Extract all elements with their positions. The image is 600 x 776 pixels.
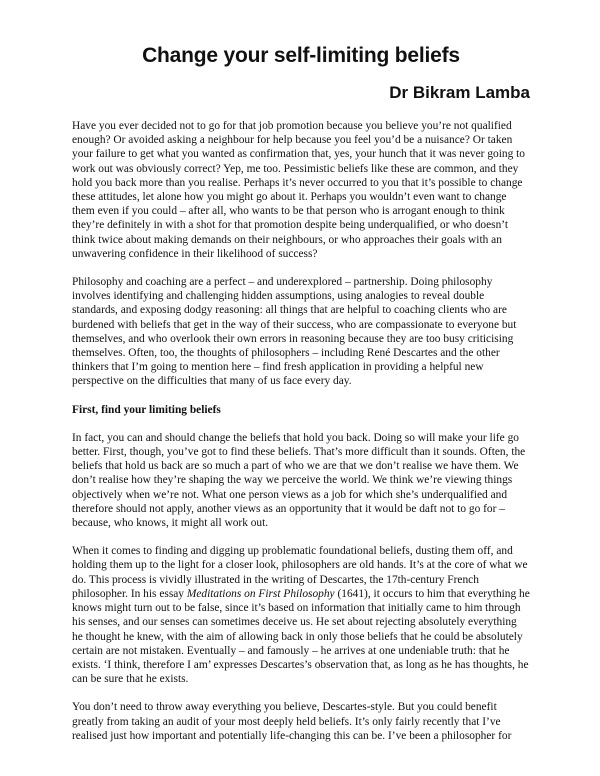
author-name: Dr Bikram Lamba (389, 83, 530, 102)
paragraph-audit: You don’t need to throw away everything you believe, Descartes-style. But you could benefit greatly from taking an audit of your most deeply held beliefs. It’s only fairly recently that I’ve realised just how important and potentially life-changing this can be. I’ve been a philosopher for (72, 701, 512, 742)
paragraph-intro: Have you ever decided not to go for that job promotion because you believe you’re not qualified enough? Or avoided asking a neighbour for help because you feel you’d be a nuisance? Or taken your failure to get what you wanted as confirmation that, yes, your hunch that it was never going to work out was obviously correct? Yep, me too. Pessimistic beliefs like these are common, and they hold you back more than you realise. Perhaps it’s never occurred to you that it’s possible to change these attitudes, let alone how you might go about it. Perhaps you wouldn’t even want to change them even if you could – after all, who wants to be that person who is arrogant enough to think they’re definitely in with a shot for that promotion despite being underqualified, or who doesn’t think twice about making demands on their neighbours, or who approaches their goals with an unwavering confidence in their likelihood of success? (72, 120, 525, 260)
paragraph-find-beliefs: In fact, you can and should change the beliefs that hold you back. Doing so will make your life go better. First, though, you’ve got to find these beliefs. That’s more difficult than it sounds. Often, the beliefs that hold us back are so much a part of who we are that we don’t realise we have them. We don’t realise how they’re shaping the way we perceive the world. We think we’re viewing things objectively when we’re not. What one person views as a job for which she’s underqualified and therefore should not apply, another views as an opportunity that it would be daft not to go for – because, who knows, it might all work out. (72, 431, 526, 530)
paragraph-descartes-part2: (1641), it occurs to him that everything he knows might turn out to be false, since it’s based on information that initially came to him through his senses, and our senses can sometimes deceive us. He set about rejecting absolutely everything he thought he knew, with the aim of allowing back in only those beliefs that he could be absolutely certain are not mistaken. Eventually – and famously – he arrives at one undeniable truth: that he exists. ‘I think, therefore I am’ expresses Descartes’s observation that, as long as he has thoughts, he can be sure that he exists. (72, 587, 530, 686)
paragraph-descartes (72, 544, 530, 686)
section-heading: First, find your limiting beliefs (72, 403, 221, 416)
document-body (72, 119, 530, 743)
document-page (72, 44, 530, 757)
paragraph-philosophy-coaching: Philosophy and coaching are a perfect – and underexplored – partnership. Doing philosophy involves identifying and challenging hidden assumptions, using analogies to reveal double standards, and exposing dodgy reasoning: all things that are helpful to coaching clients who are burdened with beliefs that get in the way of their success, who are compassionate to everyone but themselves, and who overlook their own errors in reasoning because they are too busy criticising themselves. Often, too, the thoughts of philosophers – including René Descartes and the other thinkers that I’m going to mention here – find fresh application in providing a helpful new perspective on the difficulties that many of us face every day. (72, 276, 517, 388)
document-title: Change your self-limiting beliefs (142, 44, 460, 67)
book-title: Meditations on First Philosophy (186, 587, 335, 600)
paragraph-descartes-part1: When it comes to finding and digging up problematic foundational beliefs, dusting them off, and holding them up to the light for a closer look, philosophers are old hands. It’s at the core of what we do. This process is vividly illustrated in the writing of Descartes, the 17th-century French philosopher. In his essay (72, 545, 528, 600)
